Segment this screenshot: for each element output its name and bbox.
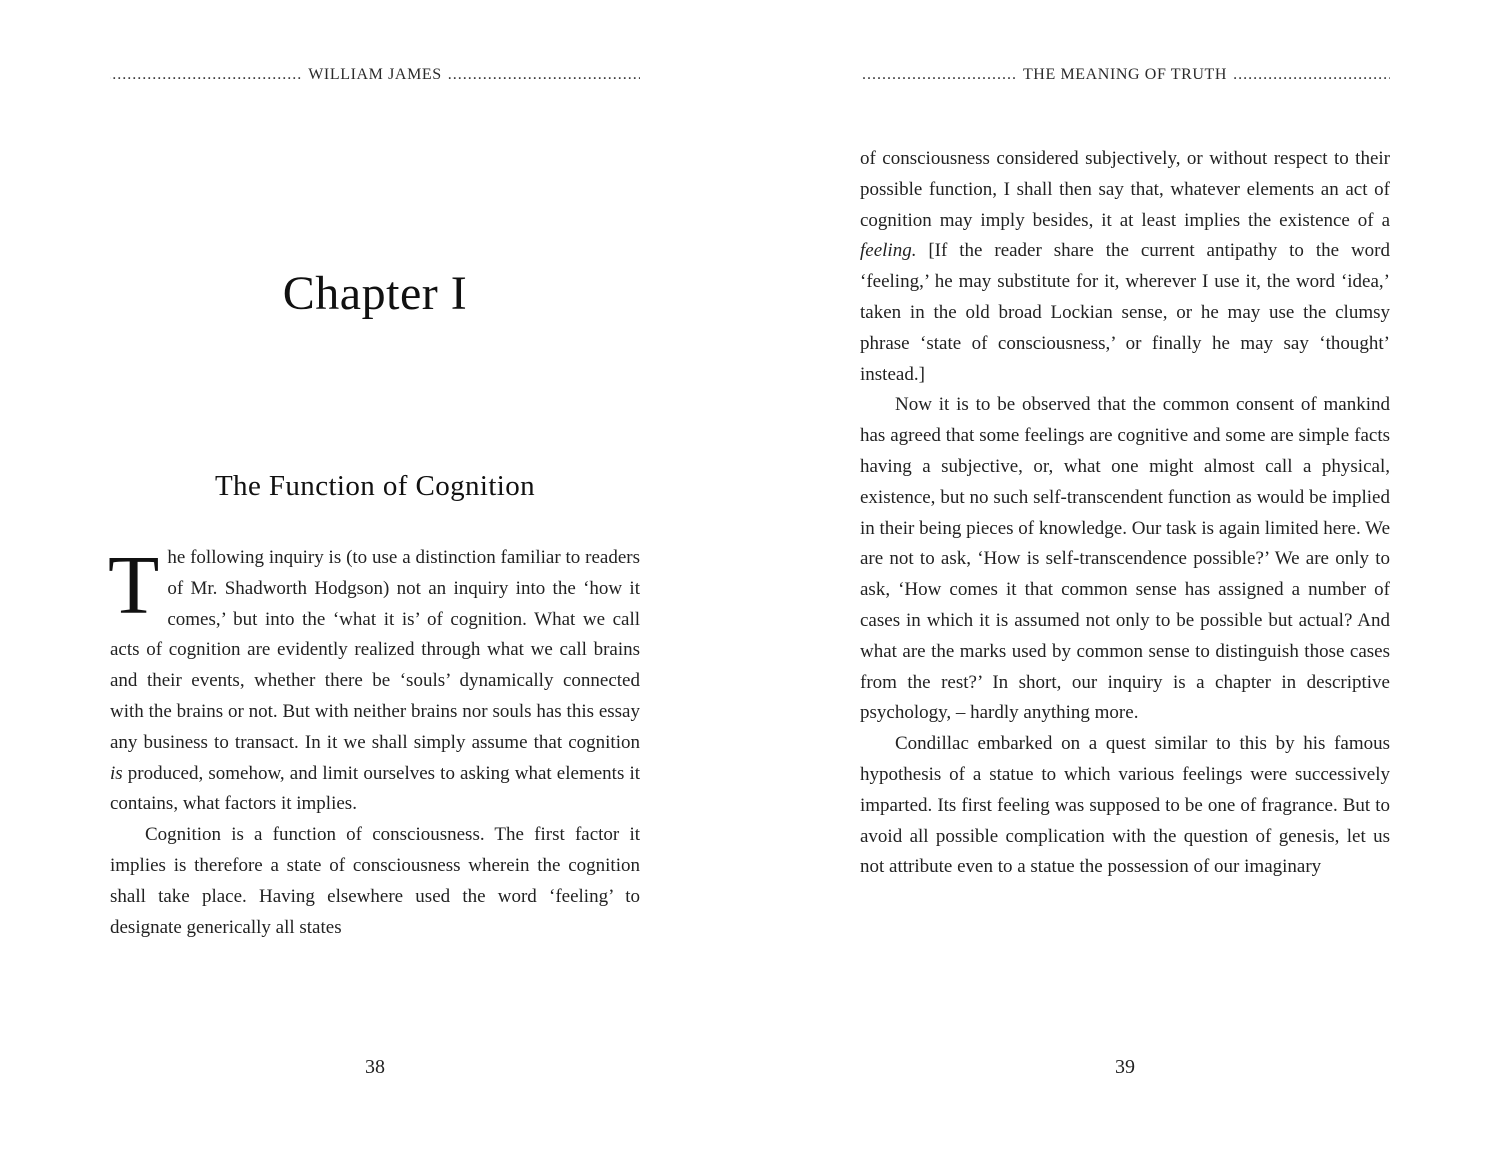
- paragraph: Now it is to be observed that the common consent of mankind has agreed that some feelings are cognitive and some are simple facts having a subjective, or, what one might almost call a physical, existence, but no such self-transcendent function as would be implied in their being pieces of knowledge. Our task is again limited here. We are not to ask, ‘How is self-transcendence possible?’ We are only to ask, ‘How comes it that common sense has assigned a number of cases in which it is assumed not only to be possible but actual? And what are the marks used by common sense to distinguish those cases from the rest?’ In short, our inquiry is a chapter in descriptive psychology, – hardly anything more.: [860, 394, 1390, 724]
- left-body-text: [108, 539, 640, 943]
- paragraph: Cognition is a function of consciousness. The first factor it implies is therefore a state of consciousness wherein the cognition shall take place. Having elsewhere used the word ‘feeling’ to designate generically all states: [110, 824, 640, 938]
- leader-dots: [1233, 66, 1390, 84]
- leader-dots: [110, 66, 302, 84]
- paragraph: [860, 144, 1390, 390]
- left-page: [110, 0, 640, 1151]
- right-body-text: [860, 144, 1390, 883]
- right-page: [860, 0, 1390, 1151]
- paragraph-text: [If the reader share the current antipathy to the word ‘feeling,’ he may substitute for it, wherever I use it, the word ‘idea,’ taken in the old broad Lockian sense, or he may use the clumsy phrase ‘state of consciousness,’ or finally he may say ‘thought’ instead.]: [860, 240, 1390, 385]
- italic-emphasis: feeling.: [860, 240, 917, 262]
- paragraph: Condillac embarked on a quest similar to this by his famous hypothesis of a statue to which various feelings were successively imparted. Its first feeling was supposed to be one of fragrance. But to avoid all possible complication with the question of genesis, let us not attribute even to a statue the possession of our imaginary: [860, 733, 1390, 878]
- paragraph: [108, 539, 640, 820]
- paragraph-text: of consciousness considered subjectively, or without respect to their possible function, I shall then say that, whatever elements an act of cognition may imply besides, it at least implies the existence of a: [860, 148, 1390, 231]
- running-head-author: WILLIAM JAMES: [308, 66, 442, 83]
- running-head-title: THE MEANING OF TRUTH: [1022, 66, 1228, 83]
- section-title: The Function of Cognition: [214, 470, 536, 502]
- drop-cap: T: [108, 539, 160, 632]
- page-number-right: 39: [1115, 1056, 1135, 1078]
- running-head-left: [110, 66, 640, 84]
- running-head-right: [860, 66, 1390, 84]
- leader-dots: [860, 66, 1017, 84]
- chapter-title: Chapter I: [282, 267, 468, 320]
- italic-emphasis: is: [110, 762, 123, 784]
- page-number-left: 38: [365, 1056, 385, 1078]
- paragraph-text: he following inquiry is (to use a distinction familiar to readers of Mr. Shadworth Hodgson) not an inquiry into the ‘how it comes,’ but into the ‘what it is’ of cognition. What we call acts of cognition are evidently realized through what we call brains and their events, whether there be ‘souls’ dynamically connected with the brains or not. But with neither brains nor souls has this essay any business to transact. In it we shall simply assume that cognition: [110, 547, 640, 753]
- paragraph-text: produced, somehow, and limit ourselves to asking what elements it contains, what factors it implies.: [110, 762, 640, 815]
- leader-dots: [448, 66, 640, 84]
